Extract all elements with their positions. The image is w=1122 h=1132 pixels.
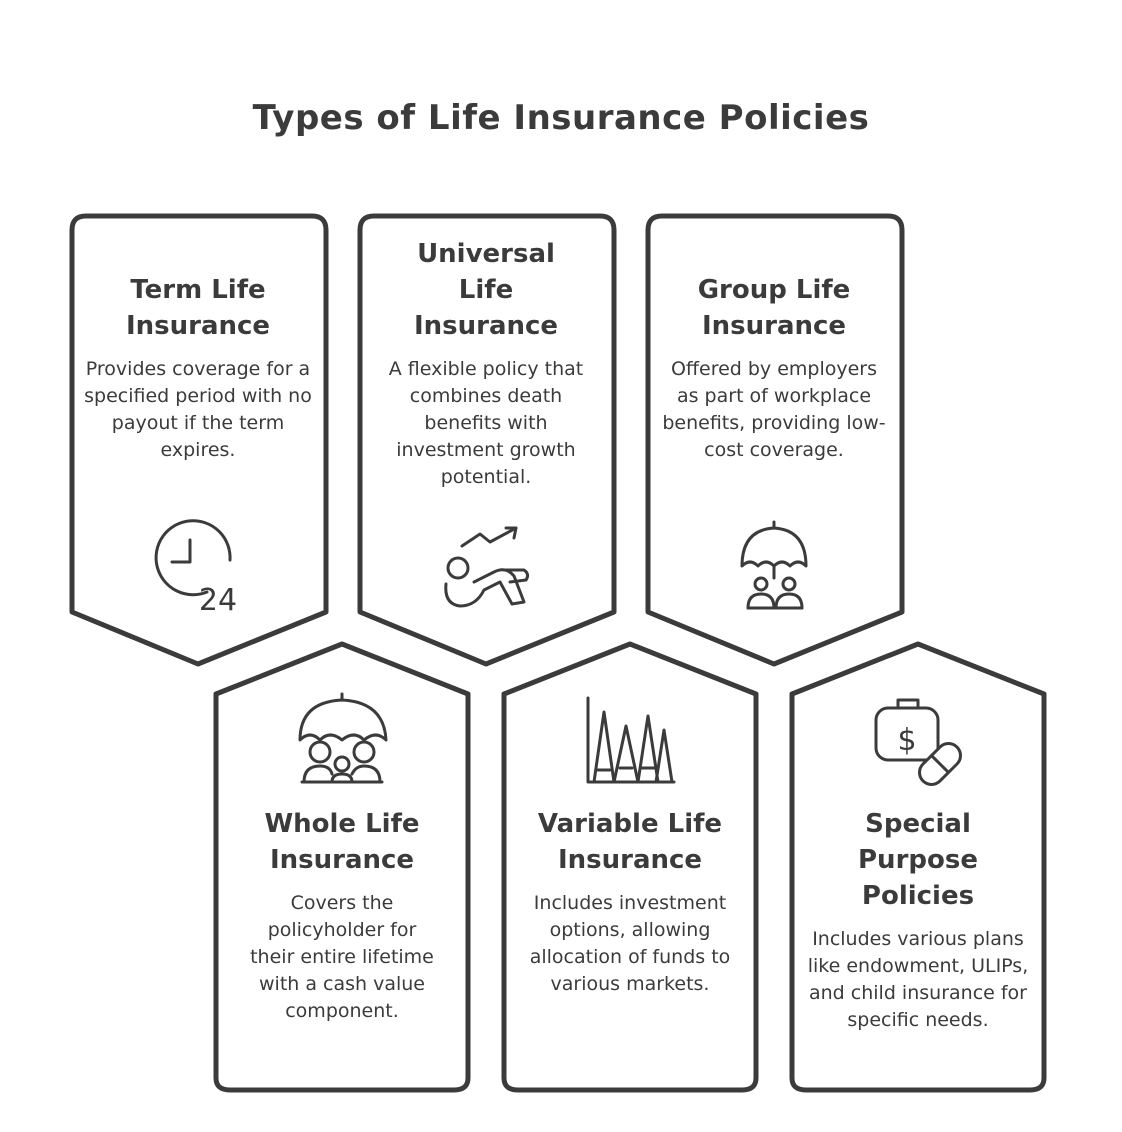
card-description: A flexible policy that combines death benefits with investment growth potential. (388, 358, 584, 488)
card-universal-life (372, 236, 600, 491)
card-description: Provides coverage for a specified period with no payout if the term expires. (84, 358, 312, 461)
card-special-purpose (804, 806, 1032, 1034)
page-title: Types of Life Insurance Policies (252, 98, 870, 138)
card-group-life (660, 272, 888, 464)
clock-number: 24 (198, 583, 238, 618)
card-title: Whole Life Insurance (264, 809, 420, 875)
card-title: Special Purpose Policies (858, 809, 978, 911)
card-title: Group Life Insurance (697, 275, 851, 341)
card-term-life (84, 272, 312, 464)
card-title: Universal Life Insurance (413, 239, 559, 341)
card-description: Offered by employers as part of workplace benefits, providing low-cost coverage. (662, 358, 886, 461)
card-description: Includes various plans like endowment, ULIPs, and child insurance for specific needs. (807, 928, 1029, 1031)
card-description: Includes investment options, allowing allocation of funds to various markets. (529, 892, 731, 995)
card-description: Covers the policyholder for their entire lifetime with a cash value component. (250, 892, 434, 1022)
card-title: Term Life Insurance (125, 275, 271, 341)
card-title: Variable Life Insurance (537, 809, 723, 875)
card-variable-life (516, 806, 744, 998)
card-whole-life (228, 806, 456, 1025)
dollar-sign: $ (897, 723, 917, 758)
